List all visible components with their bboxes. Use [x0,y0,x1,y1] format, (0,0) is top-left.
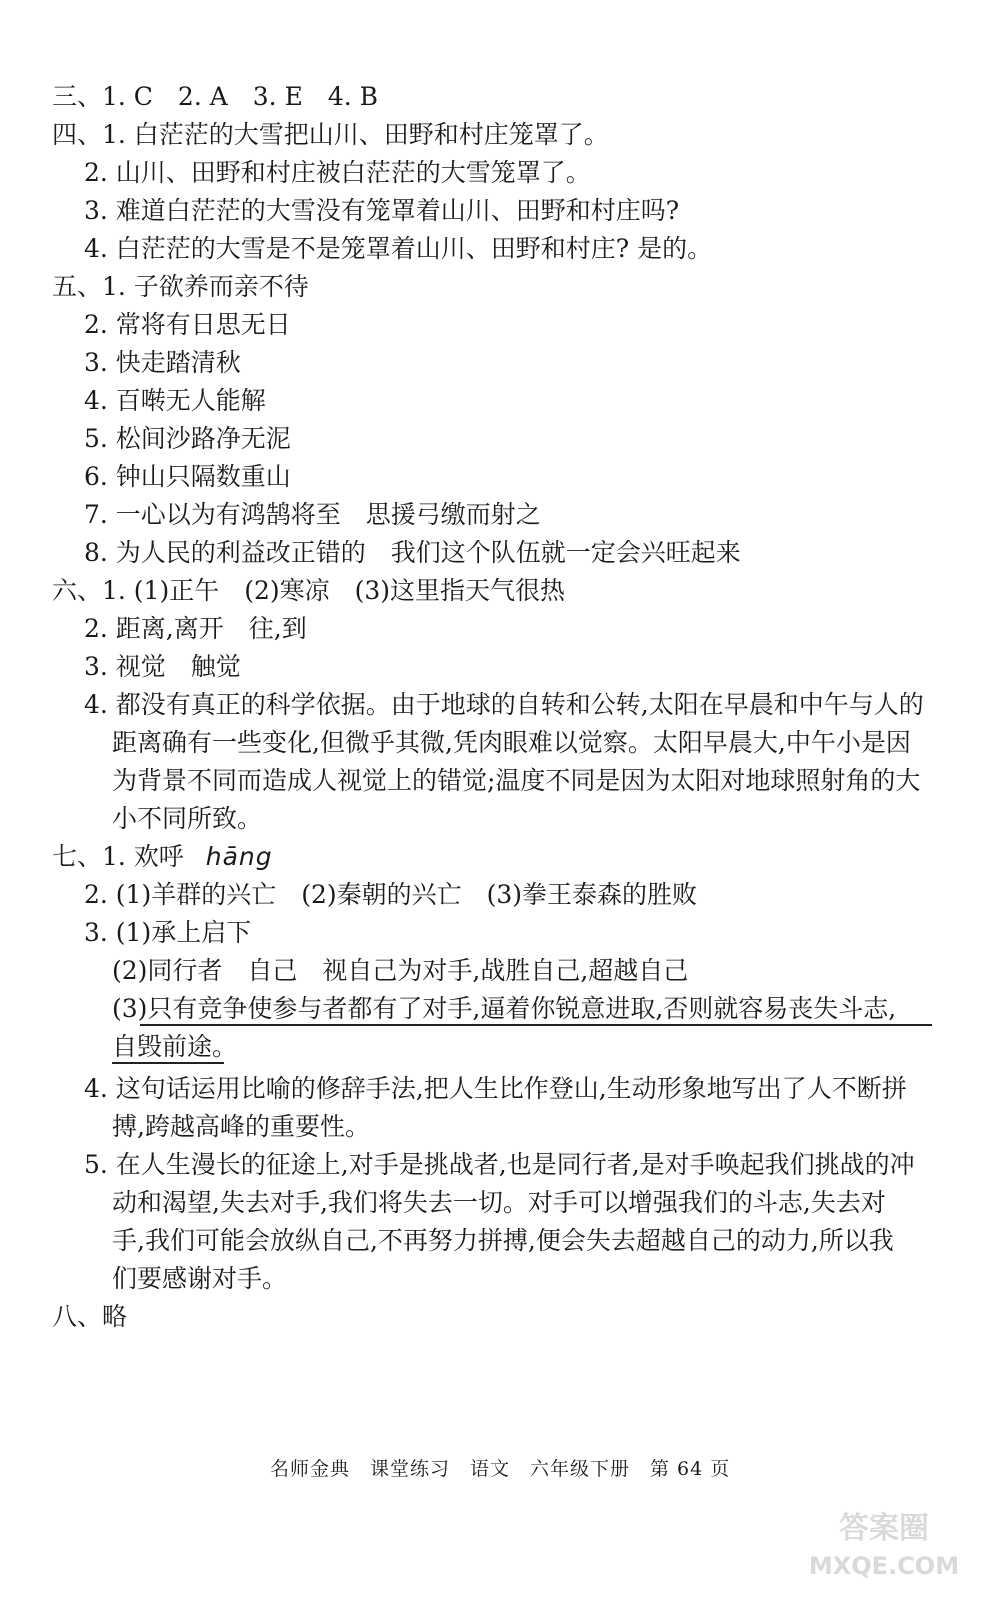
section-5-item-8: 8. 为人民的利益改正错的 我们这个队伍就一定会兴旺起来 [84,538,741,567]
section-5-item-5: 5. 松间沙路净无泥 [84,424,291,453]
section-7-item-2: 2. (1)羊群的兴亡 (2)秦朝的兴亡 (3)拳王泰森的胜败 [84,880,698,909]
section-7-item-4-line-2: 搏,跨越高峰的重要性。 [112,1112,370,1141]
watermark-graphic [786,1504,982,1582]
section-3-answers: 三、1. C 2. A 3. E 4. B [52,82,379,111]
section-5-item-1: 五、1. 子欲养而亲不待 [52,272,309,301]
underline-mark-1 [140,1024,932,1026]
section-6-item-3: 3. 视觉 触觉 [84,652,241,681]
section-5-item-4: 4. 百啭无人能解 [84,386,266,415]
section-6-item-4-line-4: 小不同所致。 [112,804,263,833]
section-7-item-5-line-2: 动和渴望,失去对手,我们将失去一切。对手可以增强我们的斗志,失去对 [112,1188,886,1217]
watermark-logo [786,1504,982,1582]
section-6-item-1: 六、1. (1)正午 (2)寒凉 (3)这里指天气很热 [52,576,566,605]
underline-mark-2 [112,1062,224,1064]
section-8: 八、略 [52,1302,128,1331]
section-7-item-1 [52,840,273,874]
section-7-item-3-sub-2: (2)同行者 自己 视自己为对手,战胜自己,超越自己 [112,956,689,985]
section-5-item-2: 2. 常将有日思无日 [84,310,291,339]
section-4-item-1: 四、1. 白茫茫的大雪把山川、田野和村庄笼罩了。 [52,120,609,149]
section-7-item-4-line-1: 4. 这句话运用比喻的修辞手法,把人生比作登山,生动形象地写出了人不断拼 [84,1074,907,1103]
section-4-item-3: 3. 难道白茫茫的大雪没有笼罩着山川、田野和村庄吗? [84,196,680,225]
section-7-item-1-text: 七、1. 欢呼 [52,842,184,871]
section-6-item-4-line-1: 4. 都没有真正的科学依据。由于地球的自转和公转,太阳在早晨和中午与人的 [84,690,924,719]
section-7-item-5-line-1: 5. 在人生漫长的征途上,对手是挑战者,也是同行者,是对手唤起我们挑战的冲 [84,1150,915,1179]
section-4-item-4: 4. 白茫茫的大雪是不是笼罩着山川、田野和村庄? 是的。 [84,234,713,263]
section-7-item-3-sub-3-line-1: (3)只有竞争使参与者都有了对手,逼着你锐意进取,否则就容易丧失斗志, [112,994,897,1023]
section-5-item-3: 3. 快走踏清秋 [84,348,241,377]
section-6-item-4-line-3: 为背景不同而造成人视觉上的错觉;温度不同是因为太阳对地球照射角的大 [112,766,921,795]
section-7-item-5-line-3: 手,我们可能会放纵自己,不再努力拼搏,便会失去超越自己的动力,所以我 [112,1226,894,1255]
section-7-item-3-sub-3-line-2: 自毁前途。 [112,1032,238,1061]
watermark-top-text: 答案圈 [839,1511,929,1546]
section-7-item-3-sub-1: 3. (1)承上启下 [84,918,252,947]
section-5-item-7: 7. 一心以为有鸿鹄将至 思援弓缴而射之 [84,500,541,529]
watermark-bottom-text: MXQE.COM [808,1552,960,1580]
handwritten-pinyin: hāng [205,842,273,871]
section-4-item-2: 2. 山川、田野和村庄被白茫茫的大雪笼罩了。 [84,158,591,187]
section-7-item-5-line-4: 们要感谢对手。 [112,1264,288,1293]
section-5-item-6: 6. 钟山只隔数重山 [84,462,291,491]
section-6-item-2: 2. 距离,离开 往,到 [84,614,307,643]
page-footer: 名师金典 课堂练习 语文 六年级下册 第 64 页 [270,1458,731,1480]
section-6-item-4-line-2: 距离确有一些变化,但微乎其微,凭肉眼难以觉察。太阳早晨大,中午小是因 [112,728,911,757]
